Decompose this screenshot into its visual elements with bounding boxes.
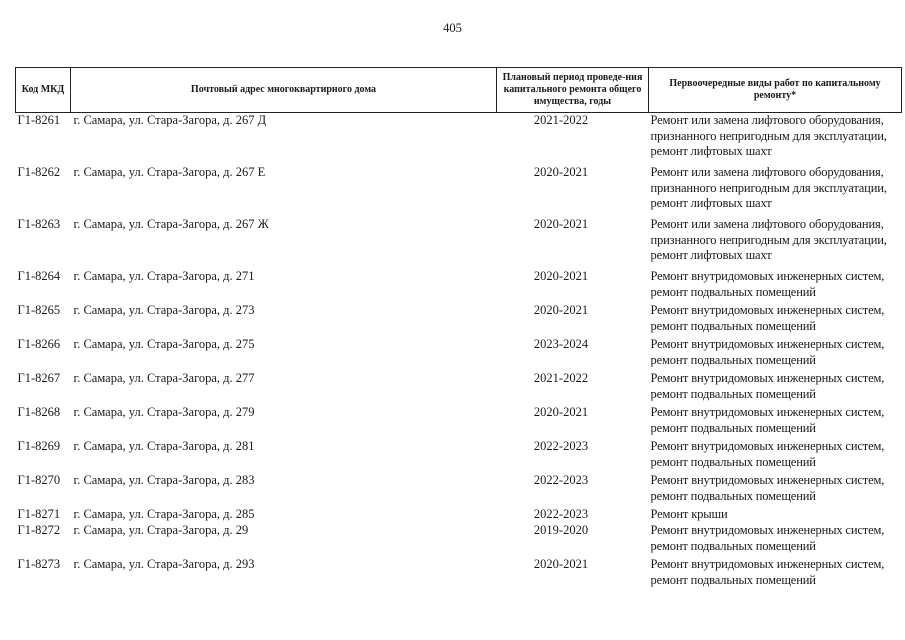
table-row <box>16 303 902 337</box>
row-period: 2022-2023 <box>533 439 589 453</box>
row-period: 2021-2022 <box>533 113 589 127</box>
row-works: Ремонт внутридомовых инженерных систем, ремонт подвальных помещений <box>650 269 885 299</box>
row-code: Г1-8261 <box>17 113 61 127</box>
table-row <box>16 473 902 507</box>
row-period: 2020-2021 <box>533 165 589 179</box>
row-code: Г1-8270 <box>17 473 61 487</box>
row-address: г. Самара, ул. Стара-Загора, д. 293 <box>73 557 255 571</box>
row-code: Г1-8265 <box>17 303 61 317</box>
table-row <box>16 217 902 269</box>
row-code: Г1-8272 <box>17 523 61 537</box>
row-works: Ремонт или замена лифтового оборудования, признанного непригодным для эксплуатации, ремонт лифтовых шахт <box>650 217 887 262</box>
row-code: Г1-8271 <box>17 507 61 521</box>
header-code: Код МКД <box>16 68 71 113</box>
row-code: Г1-8267 <box>17 371 61 385</box>
row-works: Ремонт внутридомовых инженерных систем, ремонт подвальных помещений <box>650 337 885 367</box>
table-body <box>16 113 902 592</box>
row-works: Ремонт внутридомовых инженерных систем, ремонт подвальных помещений <box>650 439 885 469</box>
table-header <box>16 68 902 113</box>
row-address: г. Самара, ул. Стара-Загора, д. 267 Д <box>73 113 267 127</box>
table-row <box>16 371 902 405</box>
row-works: Ремонт или замена лифтового оборудования, признанного непригодным для эксплуатации, ремонт лифтовых шахт <box>650 165 887 210</box>
header-works: Первоочередные виды работ по капитальному ремонту* <box>649 68 902 113</box>
row-period: 2020-2021 <box>533 405 589 419</box>
capital-repair-table <box>15 67 902 591</box>
row-period: 2019-2020 <box>533 523 589 537</box>
table-row <box>16 439 902 473</box>
header-period: Плановый период проведе-ния капитального ремонта общего имущества, годы <box>497 68 649 113</box>
table-row <box>16 507 902 523</box>
row-code: Г1-8266 <box>17 337 61 351</box>
row-works: Ремонт внутридомовых инженерных систем, ремонт подвальных помещений <box>650 557 885 587</box>
row-works: Ремонт крыши <box>650 507 728 521</box>
table-row <box>16 557 902 591</box>
row-code: Г1-8269 <box>17 439 61 453</box>
row-code: Г1-8268 <box>17 405 61 419</box>
row-period: 2020-2021 <box>533 303 589 317</box>
row-code: Г1-8263 <box>17 217 61 231</box>
row-address: г. Самара, ул. Стара-Загора, д. 29 <box>73 523 249 537</box>
row-works: Ремонт внутридомовых инженерных систем, ремонт подвальных помещений <box>650 371 885 401</box>
page-number: 405 <box>443 21 462 35</box>
row-works: Ремонт внутридомовых инженерных систем, ремонт подвальных помещений <box>650 523 885 553</box>
row-address: г. Самара, ул. Стара-Загора, д. 283 <box>73 473 255 487</box>
row-period: 2020-2021 <box>533 557 589 571</box>
row-address: г. Самара, ул. Стара-Загора, д. 279 <box>73 405 255 419</box>
row-period: 2022-2023 <box>533 473 589 487</box>
header-address: Почтовый адрес многоквартирного дома <box>71 68 497 113</box>
table-row <box>16 165 902 217</box>
row-code: Г1-8264 <box>17 269 61 283</box>
row-works: Ремонт или замена лифтового оборудования, признанного непригодным для эксплуатации, ремонт лифтовых шахт <box>650 113 887 158</box>
row-code: Г1-8262 <box>17 165 61 179</box>
row-address: г. Самара, ул. Стара-Загора, д. 281 <box>73 439 255 453</box>
row-code: Г1-8273 <box>17 557 61 571</box>
table-row <box>16 113 902 166</box>
row-address: г. Самара, ул. Стара-Загора, д. 277 <box>73 371 255 385</box>
row-works: Ремонт внутридомовых инженерных систем, ремонт подвальных помещений <box>650 303 885 333</box>
row-period: 2023-2024 <box>533 337 589 351</box>
row-works: Ремонт внутридомовых инженерных систем, ремонт подвальных помещений <box>650 405 885 435</box>
row-works: Ремонт внутридомовых инженерных систем, ремонт подвальных помещений <box>650 473 885 503</box>
table-row <box>16 337 902 371</box>
row-address: г. Самара, ул. Стара-Загора, д. 273 <box>73 303 255 317</box>
header-row <box>16 68 902 113</box>
row-period: 2022-2023 <box>533 507 589 521</box>
row-period: 2020-2021 <box>533 217 589 231</box>
row-address: г. Самара, ул. Стара-Загора, д. 267 Е <box>73 165 266 179</box>
row-period: 2020-2021 <box>533 269 589 283</box>
table-row <box>16 405 902 439</box>
row-address: г. Самара, ул. Стара-Загора, д. 285 <box>73 507 255 521</box>
row-address: г. Самара, ул. Стара-Загора, д. 275 <box>73 337 255 351</box>
table-row <box>16 523 902 557</box>
row-address: г. Самара, ул. Стара-Загора, д. 267 Ж <box>73 217 269 231</box>
table-row <box>16 269 902 303</box>
row-period: 2021-2022 <box>533 371 589 385</box>
row-address: г. Самара, ул. Стара-Загора, д. 271 <box>73 269 255 283</box>
